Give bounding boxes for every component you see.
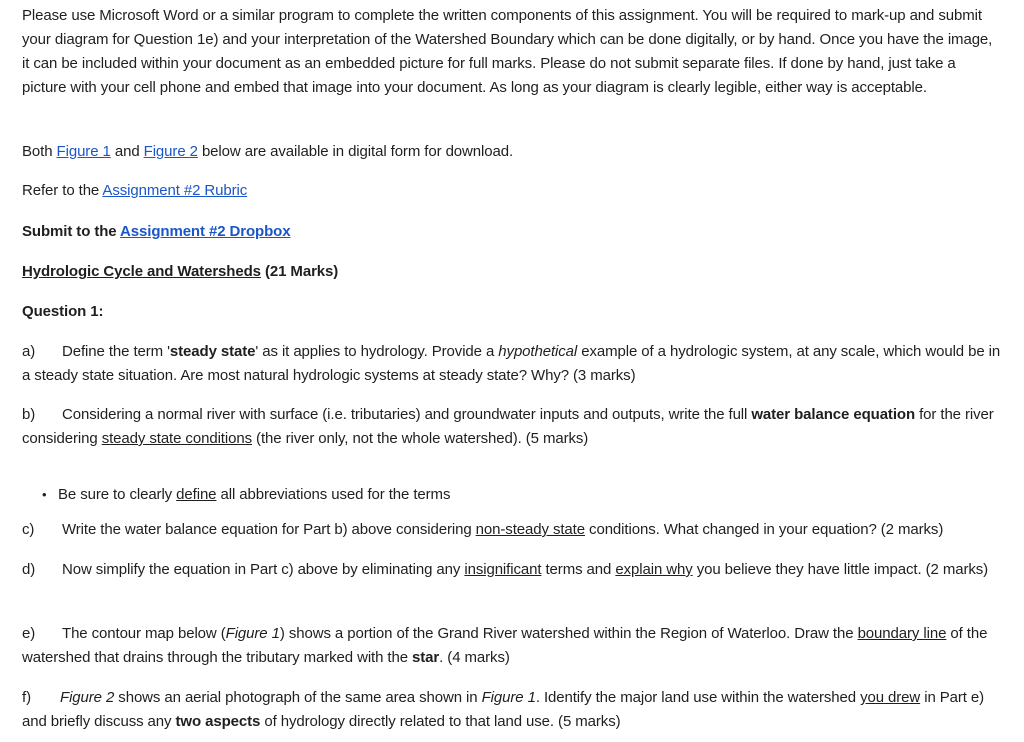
question-title: Question 1: <box>22 303 104 320</box>
qe-text-4: . (4 marks) <box>439 649 510 666</box>
qa-bold: steady state <box>169 343 256 360</box>
question-c <box>22 518 1002 542</box>
qb-bold: water balance equation <box>751 406 916 423</box>
figures-line <box>22 140 1002 164</box>
qa-text-2: ' as it applies to hydrology. Provide a <box>255 343 499 360</box>
qc-text-2: conditions. What changed in your equation? (2 marks) <box>584 521 944 538</box>
section-title: Hydrologic Cycle and Watersheds <box>22 263 261 280</box>
qa-italic: hypothetical <box>498 343 578 360</box>
qd-underline-2: explain why <box>615 561 693 578</box>
qd-underline-1: insignificant <box>464 561 542 578</box>
qf-underline: you drew <box>860 689 921 706</box>
qb-underline: steady state conditions <box>101 430 252 447</box>
question-e <box>22 622 1002 670</box>
qf-text-1: shows an aerial photograph of the same area shown in <box>114 689 482 706</box>
question-b-label: b) <box>22 406 36 423</box>
qb-text-1: Considering a normal river with surface (i.e. tributaries) and groundwater inputs and outputs, write the full <box>62 406 752 423</box>
intro-paragraph: Please use Microsoft Word or a similar program to complete the written components of this assignment. You will be required to mark-up and submit your diagram for Question 1e) and your interpretation of the Watershed Boundary which can be done digitally, or by hand. Once you have the image, it can be included within your document as an embedded picture for full marks. Please do not submit separate files. If done by hand, just take a picture with your cell phone and embed that image into your document. As long as your diagram is clearly legible, either way is acceptable. <box>22 7 993 96</box>
qa-text-1: Define the term ' <box>62 343 170 360</box>
submit-text: Submit to the <box>22 223 121 240</box>
question-e-label: e) <box>22 625 36 642</box>
question-d <box>22 558 1002 582</box>
qf-italic-2: Figure 1 <box>481 689 536 706</box>
qe-italic: Figure 1 <box>225 625 280 642</box>
figures-text-pre: Both <box>22 143 57 160</box>
qe-underline: boundary line <box>857 625 947 642</box>
rubric-link[interactable]: Assignment #2 Rubric <box>102 182 248 199</box>
bullet-dot: • <box>42 487 47 502</box>
qd-text-1: Now simplify the equation in Part c) above by eliminating any <box>62 561 465 578</box>
question-b <box>22 403 1002 451</box>
qd-text-2: terms and <box>541 561 616 578</box>
qc-underline: non-steady state <box>475 521 585 538</box>
qf-text-2: . Identify the major land use within the watershed <box>535 689 861 706</box>
question-c-label: c) <box>22 521 35 538</box>
figures-text-mid: and <box>110 143 144 160</box>
section-heading <box>22 260 1002 284</box>
question-a-label: a) <box>22 343 36 360</box>
bullet-item <box>42 483 982 507</box>
figures-text-post: below are available in digital form for download. <box>197 143 514 160</box>
bullet-text-1: Be sure to clearly <box>58 486 177 503</box>
qd-text-3: you believe they have little impact. (2 marks) <box>692 561 989 578</box>
bullet-underline: define <box>176 486 217 503</box>
bullet-text-2: all abbreviations used for the terms <box>216 486 451 503</box>
question-a <box>22 340 1002 388</box>
figure-1-link[interactable]: Figure 1 <box>56 143 111 160</box>
qe-text-1: The contour map below ( <box>62 625 226 642</box>
dropbox-link[interactable]: Assignment #2 Dropbox <box>120 223 291 240</box>
qf-text-3: in Part e) and briefly discuss any <box>22 689 985 730</box>
section-marks: (21 Marks) <box>260 263 339 280</box>
question-d-label: d) <box>22 561 36 578</box>
qf-italic-1: Figure 2 <box>60 689 115 706</box>
qb-text-3: (the river only, not the whole watershed). (5 marks) <box>251 430 589 447</box>
qf-text-4: of hydrology directly related to that land use. (5 marks) <box>260 713 621 730</box>
qb-text-2: for the river considering <box>22 406 994 447</box>
qf-bold: two aspects <box>175 713 261 730</box>
question-f <box>22 686 1002 734</box>
qc-text-1: Write the water balance equation for Part b) above considering <box>62 521 476 538</box>
figure-2-link[interactable]: Figure 2 <box>143 143 198 160</box>
qe-text-3: of the watershed that drains through the tributary marked with the <box>22 625 988 666</box>
rubric-line <box>22 179 1002 203</box>
question-f-label: f) <box>22 689 31 706</box>
qa-text-3: example of a hydrologic system, at any scale, which would be in a steady state situation. Are most natural hydrologic systems at steady state? Why? (3 marks) <box>22 343 1001 384</box>
rubric-text: Refer to the <box>22 182 103 199</box>
qe-text-2: ) shows a portion of the Grand River watershed within the Region of Waterloo. Draw the <box>279 625 858 642</box>
qe-bold: star <box>412 649 440 666</box>
submit-line <box>22 220 1002 244</box>
